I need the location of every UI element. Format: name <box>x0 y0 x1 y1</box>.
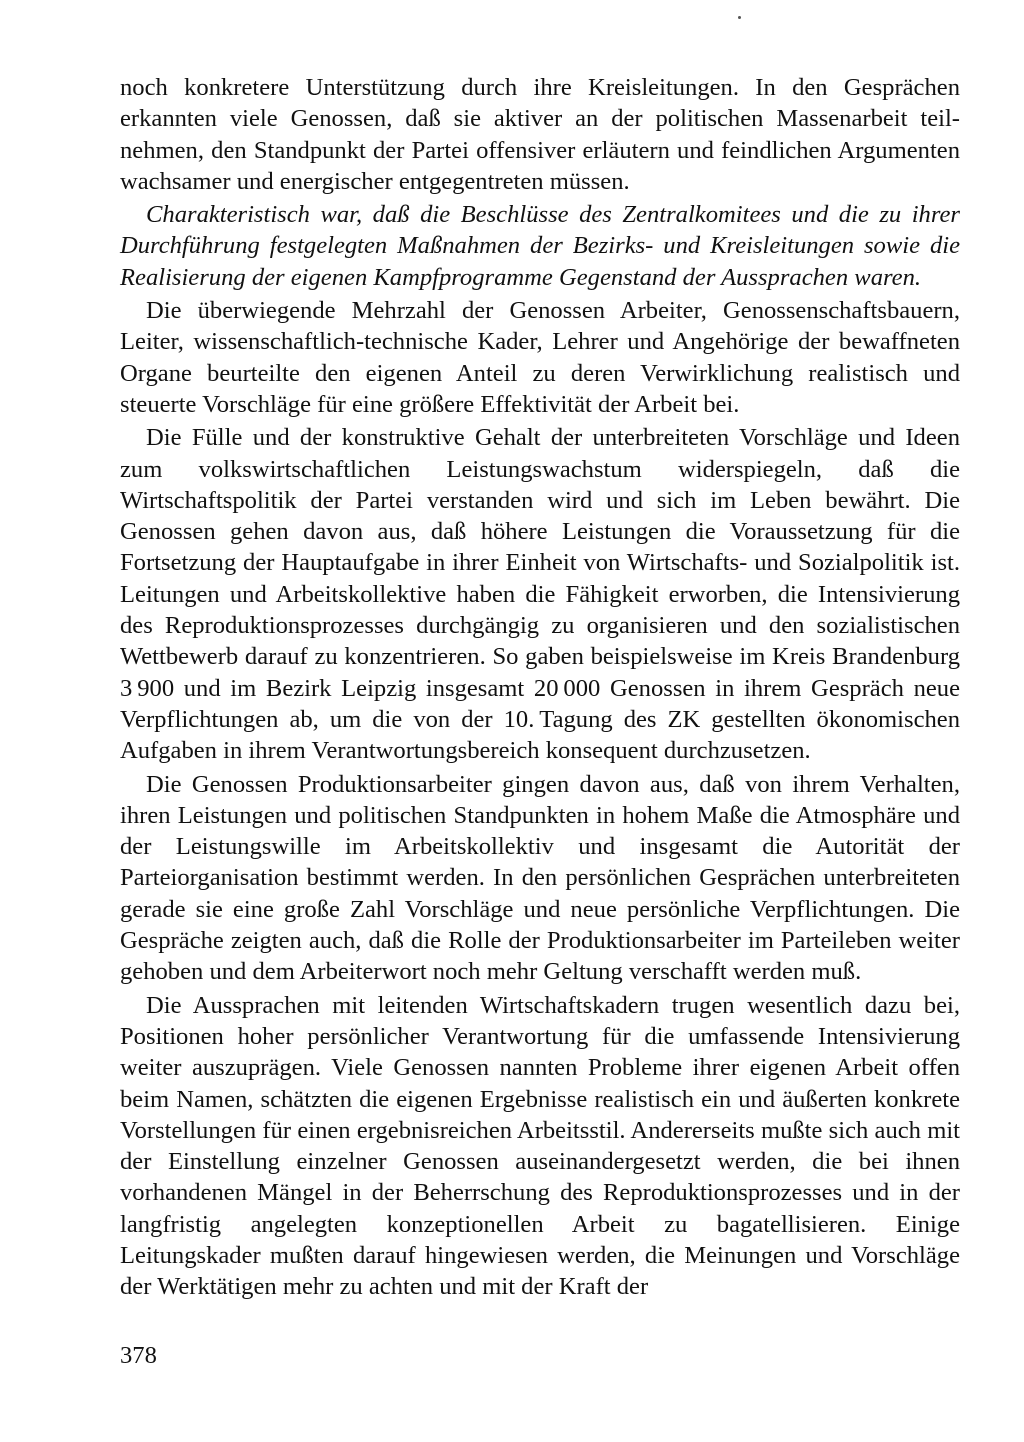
paragraph-2-italic: Charakteristisch war, daß die Beschlüsse des Zentralkomitees und die zu ihrer Durchführung festgelegten Maßnahmen der Bezirks- und Kreisleitungen sowie die Realisierung der eigenen Kampfprogramme Gegenstand der Aussprachen waren. <box>120 201 960 291</box>
paragraph-4: Die Fülle und der konstruktive Gehalt der unterbreiteten Vorschläge und Ideen zum volkswirtschaftlichen Leistungswachstum widerspiegeln, daß die Wirtschaftspolitik der Partei verstanden wird und sich im Leben bewährt. Die Genossen gehen davon aus, daß höhere Leistungen die Voraussetzung für die Fortsetzung der Hauptaufgabe in ihrer Einheit von Wirtschafts- und Sozialpolitik ist. Leitungen und Arbeitskollektive haben die Fähigkeit erworben, die Intensivierung des Reproduktionsprozesses durchgängig zu organisieren und den sozialistischen Wettbewerb darauf zu konzentrieren. So gaben beispielsweise im Kreis Brandenburg 3 900 und im Bezirk Leipzig insgesamt 20 000 Genossen in ihrem Gespräch neue Verpflichtungen ab, um die von der 10. Tagung des ZK gestellten ökonomischen Aufgaben in ihrem Verantwortungsbereich konsequent durchzusetzen. <box>120 424 960 765</box>
page-number: 378 <box>120 1342 157 1369</box>
paragraph-5: Die Genossen Produktionsarbeiter gingen davon aus, daß von ihrem Verhalten, ihren Leistungen und politischen Standpunkten in hohem Maße die Atmosphäre und der Leistungswille im Arbeitskollektiv und insgesamt die Autorität der Parteiorganisation bestimmt werden. In den persönlichen Gesprächen unterbreiteten gerade sie eine große Zahl Vorschläge und neue persönliche Verpflichtungen. Die Gespräche zeigten auch, daß die Rolle der Produktionsarbeiter im Parteileben weiter gehoben und dem Arbeiterwort noch mehr Geltung verschafft werden muß. <box>120 770 960 986</box>
paragraph-6: Die Aussprachen mit leitenden Wirtschaftskadern trugen wesentlich dazu bei, Positionen hoher persönlicher Verantwortung für die umfassende Intensivierung weiter auszuprägen. Viele Genossen nannten Probleme ihrer eigenen Arbeit offen beim Namen, schätzten die eigenen Ergebnisse realistisch ein und äußerten konkrete Vorstellungen für einen ergebnisreichen Arbeitsstil. Andererseits mußte sich auch mit der Einstellung einzelner Genossen auseinandergesetzt werden, die bei ihnen vorhandenen Mängel in der Beherrschung des Reproduktionsprozesses und in der langfristig angelegten konzeptionellen Arbeit zu bagatellisieren. Einige Leitungskader mußten darauf hingewiesen werden, die Meinungen und Vorschläge der Werktätigen mehr zu achten und mit der Kraft der <box>120 991 960 1301</box>
scan-speck <box>738 16 741 19</box>
paragraph-3: Die überwiegende Mehrzahl der Genossen Arbeiter, Genossenschaftsbauern, Leiter, wissenschaftlich-technische Kader, Lehrer und Angehörige der bewaffneten Organe beurteilte den eigenen Anteil zu deren Verwirklichung realistisch und steuerte Vorschläge für eine größere Effektivität der Arbeit bei. <box>120 297 960 418</box>
body-text <box>120 72 960 1303</box>
paragraph-1: noch konkretere Unterstützung durch ihre Kreisleitungen. In den Gesprächen erkannten viele Genossen, daß sie aktiver an der politischen Massenarbeit teilnehmen, den Standpunkt der Partei offensiver erläutern und feindlichen Argumenten wachsamer und energischer entgegentreten müssen. <box>120 74 960 195</box>
